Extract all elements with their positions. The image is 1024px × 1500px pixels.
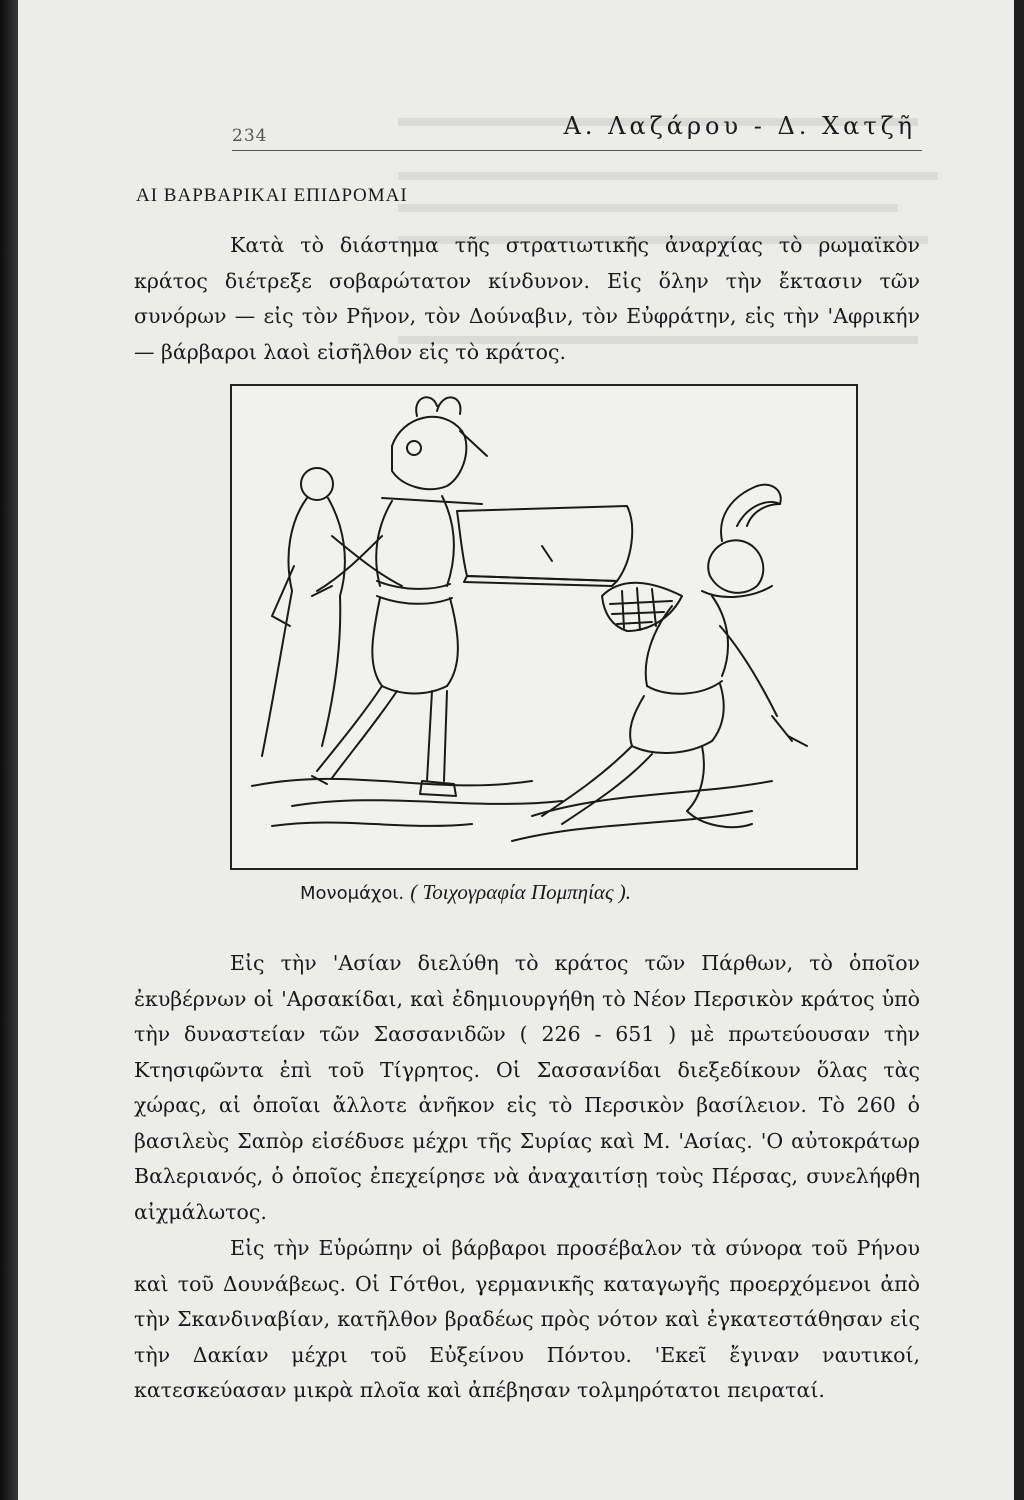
figure-caption xyxy=(300,880,860,905)
caption-label: Μονομάχοι. xyxy=(300,883,405,904)
paragraph-3: Εἰς τὴν Εὐρώπην οἱ βάρβαροι προσέβαλον τὰ σύνορα τοῦ Ρήνου καὶ τοῦ Δουνάβεως. Οἱ Γότθοι, γερμανικῆς καταγωγῆς προερχόμενοι ἀπὸ τὴν Σκανδιναβίαν, κατῆλθον βραδέως πρὸς νότον καὶ ἐγκατεστάθησαν εἰς τὴν Δακίαν μέχρι τοῦ Εὐξείνου Πόντου. 'Εκεῖ ἔγιναν ναυτικοί, κατεσκεύασαν μικρὰ πλοῖα καὶ ἀπέβησαν τολμηρότατοι πειραταί. xyxy=(134,1236,920,1402)
section-title: ΑΙ ΒΑΡΒΑΡΙΚΑΙ ΕΠΙΔΡΟΜΑΙ xyxy=(136,185,408,206)
caption-source: ( Τοιχογραφία Πομπηίας ). xyxy=(410,880,631,904)
paragraph-1: Κατὰ τὸ διάστημα τῆς στρατιωτικῆς ἀναρχίας τὸ ρωμαϊκὸν κράτος διέτρεξε σοβαρώτατον κίνδυνον. Εἰς ὅλην τὴν ἔκτασιν τῶν συνόρων — εἰς τὸν Ρῆνον, τὸν Δούναβιν, τὸν Εὐφράτην, εἰς τὴν 'Αφρικήν — βάρβαροι λαοὶ εἰσῆλθον εἰς τὸ κράτος. xyxy=(134,233,920,364)
gladiators-illustration xyxy=(232,386,856,868)
running-head: Α. Λαζάρου - Δ. Χατζῆ xyxy=(563,112,916,140)
scan-left-edge xyxy=(0,0,18,1500)
figure-gladiators xyxy=(230,384,858,870)
page-number: 234 xyxy=(232,126,268,146)
page-header xyxy=(232,112,922,151)
paragraph-2: Εἰς τὴν 'Ασίαν διελύθη τὸ κράτος τῶν Πάρθων, τὸ ὁποῖον ἐκυβέρνων οἱ 'Αρσακίδαι, καὶ ἐδημιουργήθη τὸ Νέον Περσικὸν κράτος ὑπὸ τὴν δυναστείαν τῶν Σασσανιδῶν ( 226 - 651 ) μὲ πρωτεύουσαν τὴν Κτησιφῶντα ἐπὶ τοῦ Τίγρητος. Οἱ Σασσανίδαι διεξεδίκουν ὅλας τὰς χώρας, αἱ ὁποῖαι ἄλλοτε ἀνῆκον εἰς τὸ Περσικὸν βασίλειον. Τὸ 260 ὁ βασιλεὺς Σαπὸρ εἰσέδυσε μέχρι τῆς Συρίας καὶ Μ. 'Ασίας. 'Ο αὐτοκράτωρ Βαλεριανός, ὁ ὁποῖος ἐπεχείρησε νὰ ἀναχαιτίσῃ τοὺς Πέρσας, συνελήφθη αἰχμάλωτος. xyxy=(134,951,920,1224)
